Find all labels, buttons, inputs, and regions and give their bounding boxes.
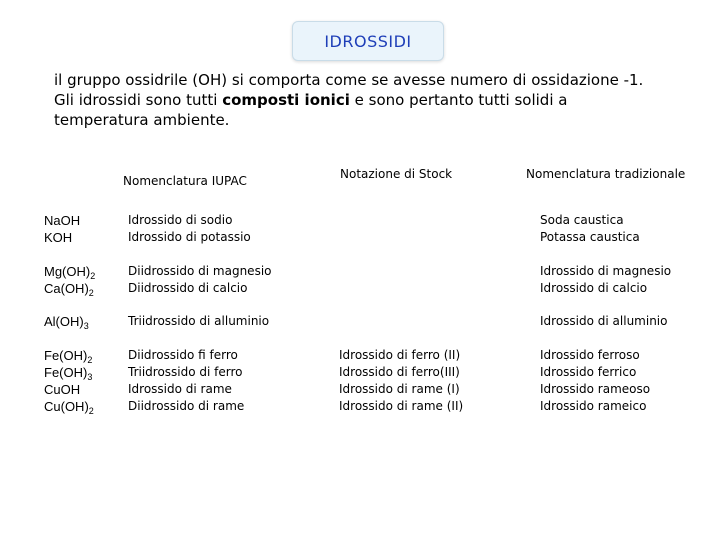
traditional-name: Soda caustica (540, 213, 624, 227)
iupac-name: Diidrossido di calcio (128, 281, 248, 295)
formula-base: KOH (44, 230, 73, 245)
traditional-name: Idrossido di magnesio (540, 264, 672, 278)
iupac-name: Diidrossido di magnesio (128, 264, 272, 278)
formula-subscript: 2 (90, 271, 96, 281)
formula (44, 364, 94, 381)
formula (44, 347, 94, 364)
traditional-name-cell (540, 263, 671, 297)
formula-cell (44, 263, 95, 297)
formula-base: Mg(OH) (44, 264, 91, 279)
stock-name: Idrossido di ferro (II) (339, 348, 461, 362)
iupac-name-cell (128, 313, 269, 330)
formula (44, 229, 80, 246)
intro-line-2-end: e sono pertanto tutti solidi a (349, 91, 568, 109)
column-header-stock: Notazione di Stock (340, 167, 453, 181)
intro-line-2-start: Gli idrossidi sono tutti (54, 91, 223, 109)
traditional-name: Potassa caustica (540, 230, 640, 244)
traditional-name: Idrossido di alluminio (540, 314, 668, 328)
iupac-name: Diidrossido fi ferro (128, 348, 238, 362)
formula-subscript: 2 (88, 406, 94, 416)
iupac-name: Diidrossido di rame (128, 399, 245, 413)
traditional-name: Idrossido rameico (540, 399, 647, 413)
traditional-name-cell (540, 313, 667, 330)
formula-cell (44, 313, 89, 330)
intro-bold-term: composti ionici (222, 91, 350, 109)
traditional-name-cell (540, 347, 650, 415)
intro-line-2 (54, 90, 714, 110)
formula-subscript: 2 (87, 355, 93, 365)
stock-name: Idrossido di ferro(III) (339, 365, 460, 379)
formula (44, 212, 80, 229)
stock-name: Idrossido di rame (II) (339, 399, 464, 413)
stock-name: Idrossido di rame (I) (339, 382, 460, 396)
formula-subscript: 3 (83, 321, 89, 331)
iupac-name-cell (128, 347, 244, 415)
stock-name-cell (339, 347, 463, 415)
formula (44, 263, 95, 280)
traditional-name: Idrossido di calcio (540, 281, 648, 295)
formula-subscript: 2 (88, 288, 94, 298)
traditional-name: Idrossido ferrico (540, 365, 637, 379)
page-title: IDROSSIDI (324, 31, 412, 51)
column-header-iupac: Nomenclatura IUPAC (123, 174, 247, 188)
iupac-name: Triidrossido di alluminio (128, 314, 270, 328)
formula-base: Ca(OH) (44, 281, 89, 296)
formula-base: NaOH (44, 213, 81, 228)
traditional-name-cell (540, 212, 640, 246)
intro-paragraph (54, 70, 714, 130)
formula (44, 398, 94, 415)
iupac-name: Idrossido di sodio (128, 213, 233, 227)
iupac-name-cell (128, 263, 272, 297)
iupac-name: Idrossido di potassio (128, 230, 251, 244)
formula-base: Fe(OH) (44, 348, 88, 363)
traditional-name: Idrossido rameoso (540, 382, 651, 396)
iupac-name: Idrossido di rame (128, 382, 232, 396)
formula-base: Al(OH) (44, 314, 84, 329)
formula-base: Fe(OH) (44, 365, 88, 380)
intro-line-1: il gruppo ossidrile (OH) si comporta come se avesse numero di ossidazione -1. (54, 71, 644, 89)
column-header-traditional: Nomenclatura tradizionale (526, 167, 686, 181)
formula-subscript: 3 (87, 372, 93, 382)
formula (44, 280, 95, 297)
formula (44, 381, 94, 398)
intro-line-3: temperatura ambiente. (54, 111, 230, 129)
formula (44, 313, 89, 330)
formula-base: CuOH (44, 382, 81, 397)
traditional-name: Idrossido ferroso (540, 348, 640, 362)
formula-base: Cu(OH) (44, 399, 89, 414)
formula-cell (44, 347, 94, 415)
title-box (292, 21, 444, 61)
formula-cell (44, 212, 80, 246)
iupac-name: Triidrossido di ferro (128, 365, 243, 379)
iupac-name-cell (128, 212, 251, 246)
